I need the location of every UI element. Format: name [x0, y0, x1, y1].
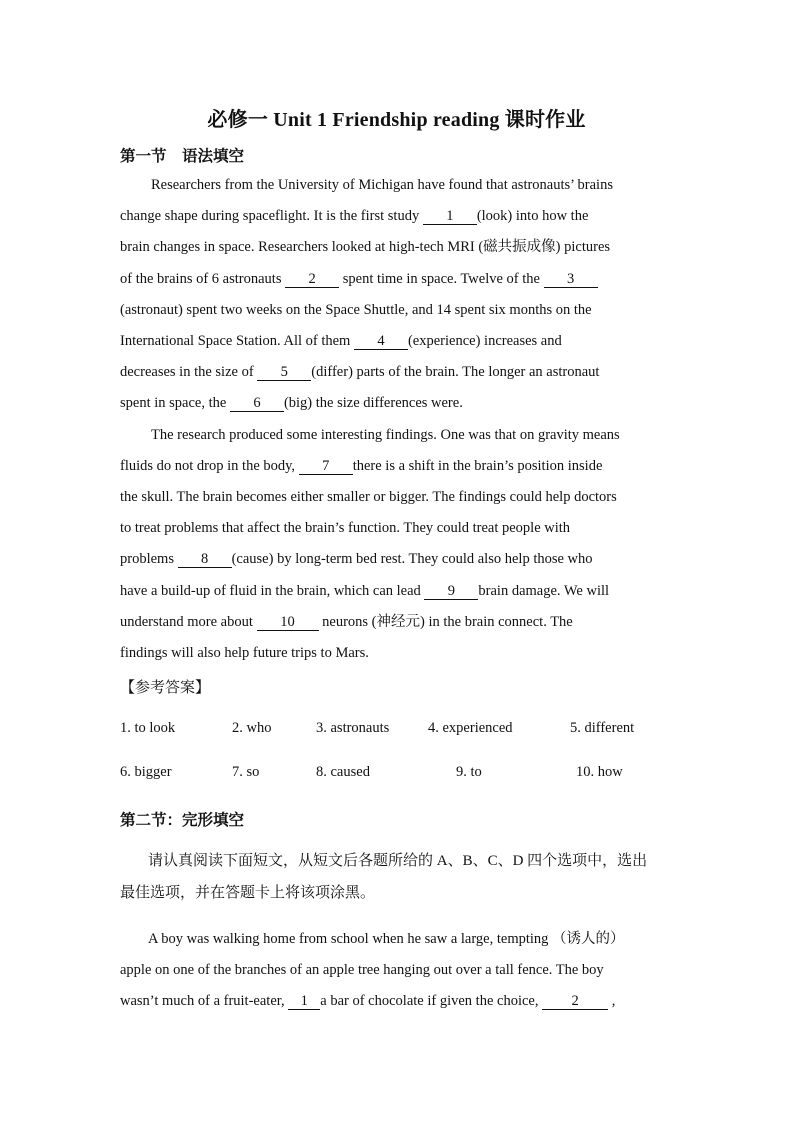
- paragraph-line: spent in space, the 6 (big) the size differences were.: [120, 395, 463, 411]
- answer-blank[interactable]: 9: [424, 584, 478, 600]
- paragraph-line: wasn’t much of a fruit-eater, 1 a bar of chocolate if given the choice, 2 ,: [120, 993, 616, 1009]
- paragraph-line: brain changes in space. Researchers looked at high-tech MRI (磁共振成像) pictures: [120, 239, 611, 255]
- answer-blank[interactable]: 8: [178, 552, 232, 568]
- answer-item: 1. to look: [120, 720, 176, 736]
- answer-blank[interactable]: 10: [257, 615, 319, 631]
- paragraph-line: apple on one of the branches of an apple tree hanging out over a tall fence. The boy: [120, 962, 604, 978]
- answer-key-label: 【参考答案】: [120, 680, 211, 696]
- paragraph-line: understand more about 10 neurons (神经元) in the brain connect. The: [120, 614, 573, 630]
- paragraph-line: problems 8 (cause) by long-term bed rest. They could also help those who: [120, 551, 593, 567]
- paragraph-line: of the brains of 6 astronauts 2 spent time in space. Twelve of the 3: [120, 270, 598, 288]
- paragraph-line: (astronaut) spent two weeks on the Space Shuttle, and 14 spent six months on the: [120, 302, 592, 318]
- section1-heading: 第一节 语法填空: [120, 148, 245, 165]
- instruction-line: 请认真阅读下面短文，从短文后各题所给的 A、B、C、D 四个选项中，选出: [148, 853, 648, 869]
- paragraph-line: International Space Station. All of them 4 (experience) increases and: [120, 333, 562, 349]
- answer-blank[interactable]: 1: [423, 209, 477, 225]
- instruction-line: 最佳选项，并在答题卡上将该项涂黑。: [120, 885, 376, 901]
- paragraph-line: A boy was walking home from school when he saw a large, tempting （诱人的）: [148, 931, 625, 947]
- paragraph-line: to treat problems that affect the brain’s function. They could treat people with: [120, 520, 571, 536]
- paragraph-line: Researchers from the University of Michigan have found that astronauts’ brains: [151, 177, 613, 193]
- answer-item: 6. bigger: [120, 764, 172, 780]
- paragraph-line: fluids do not drop in the body, 7 there is a shift in the brain’s position inside: [120, 458, 603, 474]
- answer-item: 10. how: [576, 764, 623, 780]
- answer-blank[interactable]: 7: [299, 459, 353, 475]
- paragraph-line: decreases in the size of 5 (differ) parts of the brain. The longer an astronaut: [120, 364, 600, 380]
- answer-item: 5. different: [570, 720, 635, 736]
- document-title: 必修一 Unit 1 Friendship reading 课时作业: [207, 109, 586, 131]
- answer-blank[interactable]: 3: [544, 272, 598, 288]
- answer-item: 8. caused: [316, 764, 370, 780]
- answer-blank[interactable]: 2: [542, 994, 608, 1010]
- answer-blank[interactable]: 6: [230, 396, 284, 412]
- answer-blank[interactable]: 1: [288, 994, 320, 1010]
- paragraph-line: the skull. The brain becomes either smaller or bigger. The findings could help doctors: [120, 489, 617, 505]
- answer-item: 2. who: [232, 720, 272, 736]
- answer-blank[interactable]: 2: [285, 272, 339, 288]
- answer-item: 9. to: [456, 764, 482, 780]
- paragraph-line: findings will also help future trips to Mars.: [120, 645, 369, 661]
- answer-item: 4. experienced: [428, 720, 513, 736]
- answer-item: 7. so: [232, 764, 260, 780]
- paragraph-line: have a build-up of fluid in the brain, which can lead 9 brain damage. We will: [120, 583, 610, 599]
- answer-blank[interactable]: 5: [257, 365, 311, 381]
- answer-blank[interactable]: 4: [354, 334, 408, 350]
- paragraph-line: The research produced some interesting findings. One was that on gravity means: [151, 427, 620, 443]
- paragraph-line: change shape during spaceflight. It is the first study 1 (look) into how the: [120, 208, 589, 224]
- section2-heading: 第二节：完形填空: [120, 812, 245, 829]
- answer-item: 3. astronauts: [316, 720, 390, 736]
